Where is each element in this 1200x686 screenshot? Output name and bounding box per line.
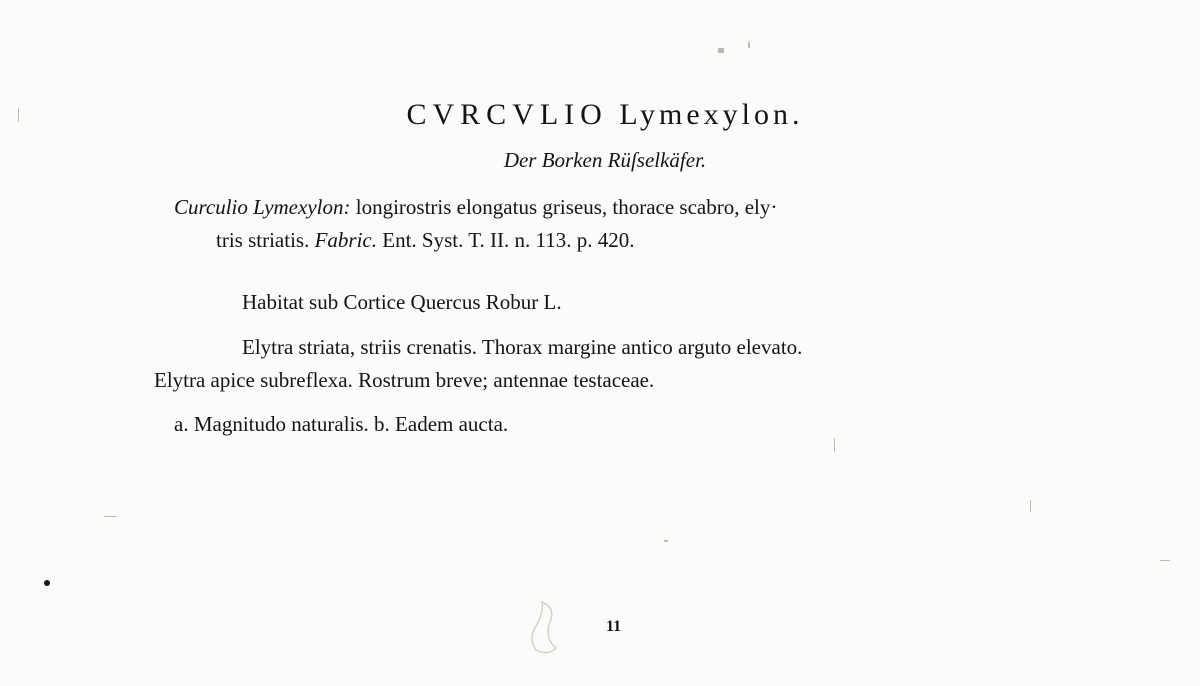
description-text-2a: tris striatis.	[216, 228, 310, 252]
paper-speck	[834, 438, 835, 452]
paper-speck	[1160, 560, 1170, 561]
scientific-name: Curculio Lymexylon:	[174, 195, 351, 219]
figure-caption: a. Magnitudo naturalis. b. Eadem aucta.	[174, 412, 509, 436]
genus-name: CVRCVLIO	[406, 98, 608, 131]
notes-line-1: Elytra striata, striis crenatis. Thorax margine antico arguto elevato.	[242, 335, 803, 359]
reference-author: Fabric.	[314, 228, 377, 252]
habitat-line: Habitat sub Cortice Quercus Robur L.	[242, 290, 562, 314]
description-line-2	[216, 228, 634, 253]
species-name: Lymexylon.	[619, 98, 804, 131]
paper-speck	[718, 48, 724, 53]
common-name: Der Borken Rüſselkäfer.	[503, 148, 707, 172]
page-number: 11	[606, 618, 622, 635]
paper-speck	[1030, 500, 1031, 512]
notes-line-2: Elytra apice subreflexa. Rostrum breve; antennae testaceae.	[154, 368, 655, 392]
paper-speck	[44, 580, 50, 586]
paper-speck	[104, 516, 116, 517]
description-text-2b: Ent. Syst. T. II. n. 113. p. 420.	[382, 228, 635, 252]
paper-speck	[664, 540, 668, 542]
description-text-1: longirostris elongatus griseus, thorace scabro, ely·	[355, 195, 778, 219]
paper-speck	[748, 42, 750, 48]
paper-stain	[522, 598, 572, 658]
page-title	[0, 98, 1200, 132]
description-line-1	[174, 195, 777, 220]
